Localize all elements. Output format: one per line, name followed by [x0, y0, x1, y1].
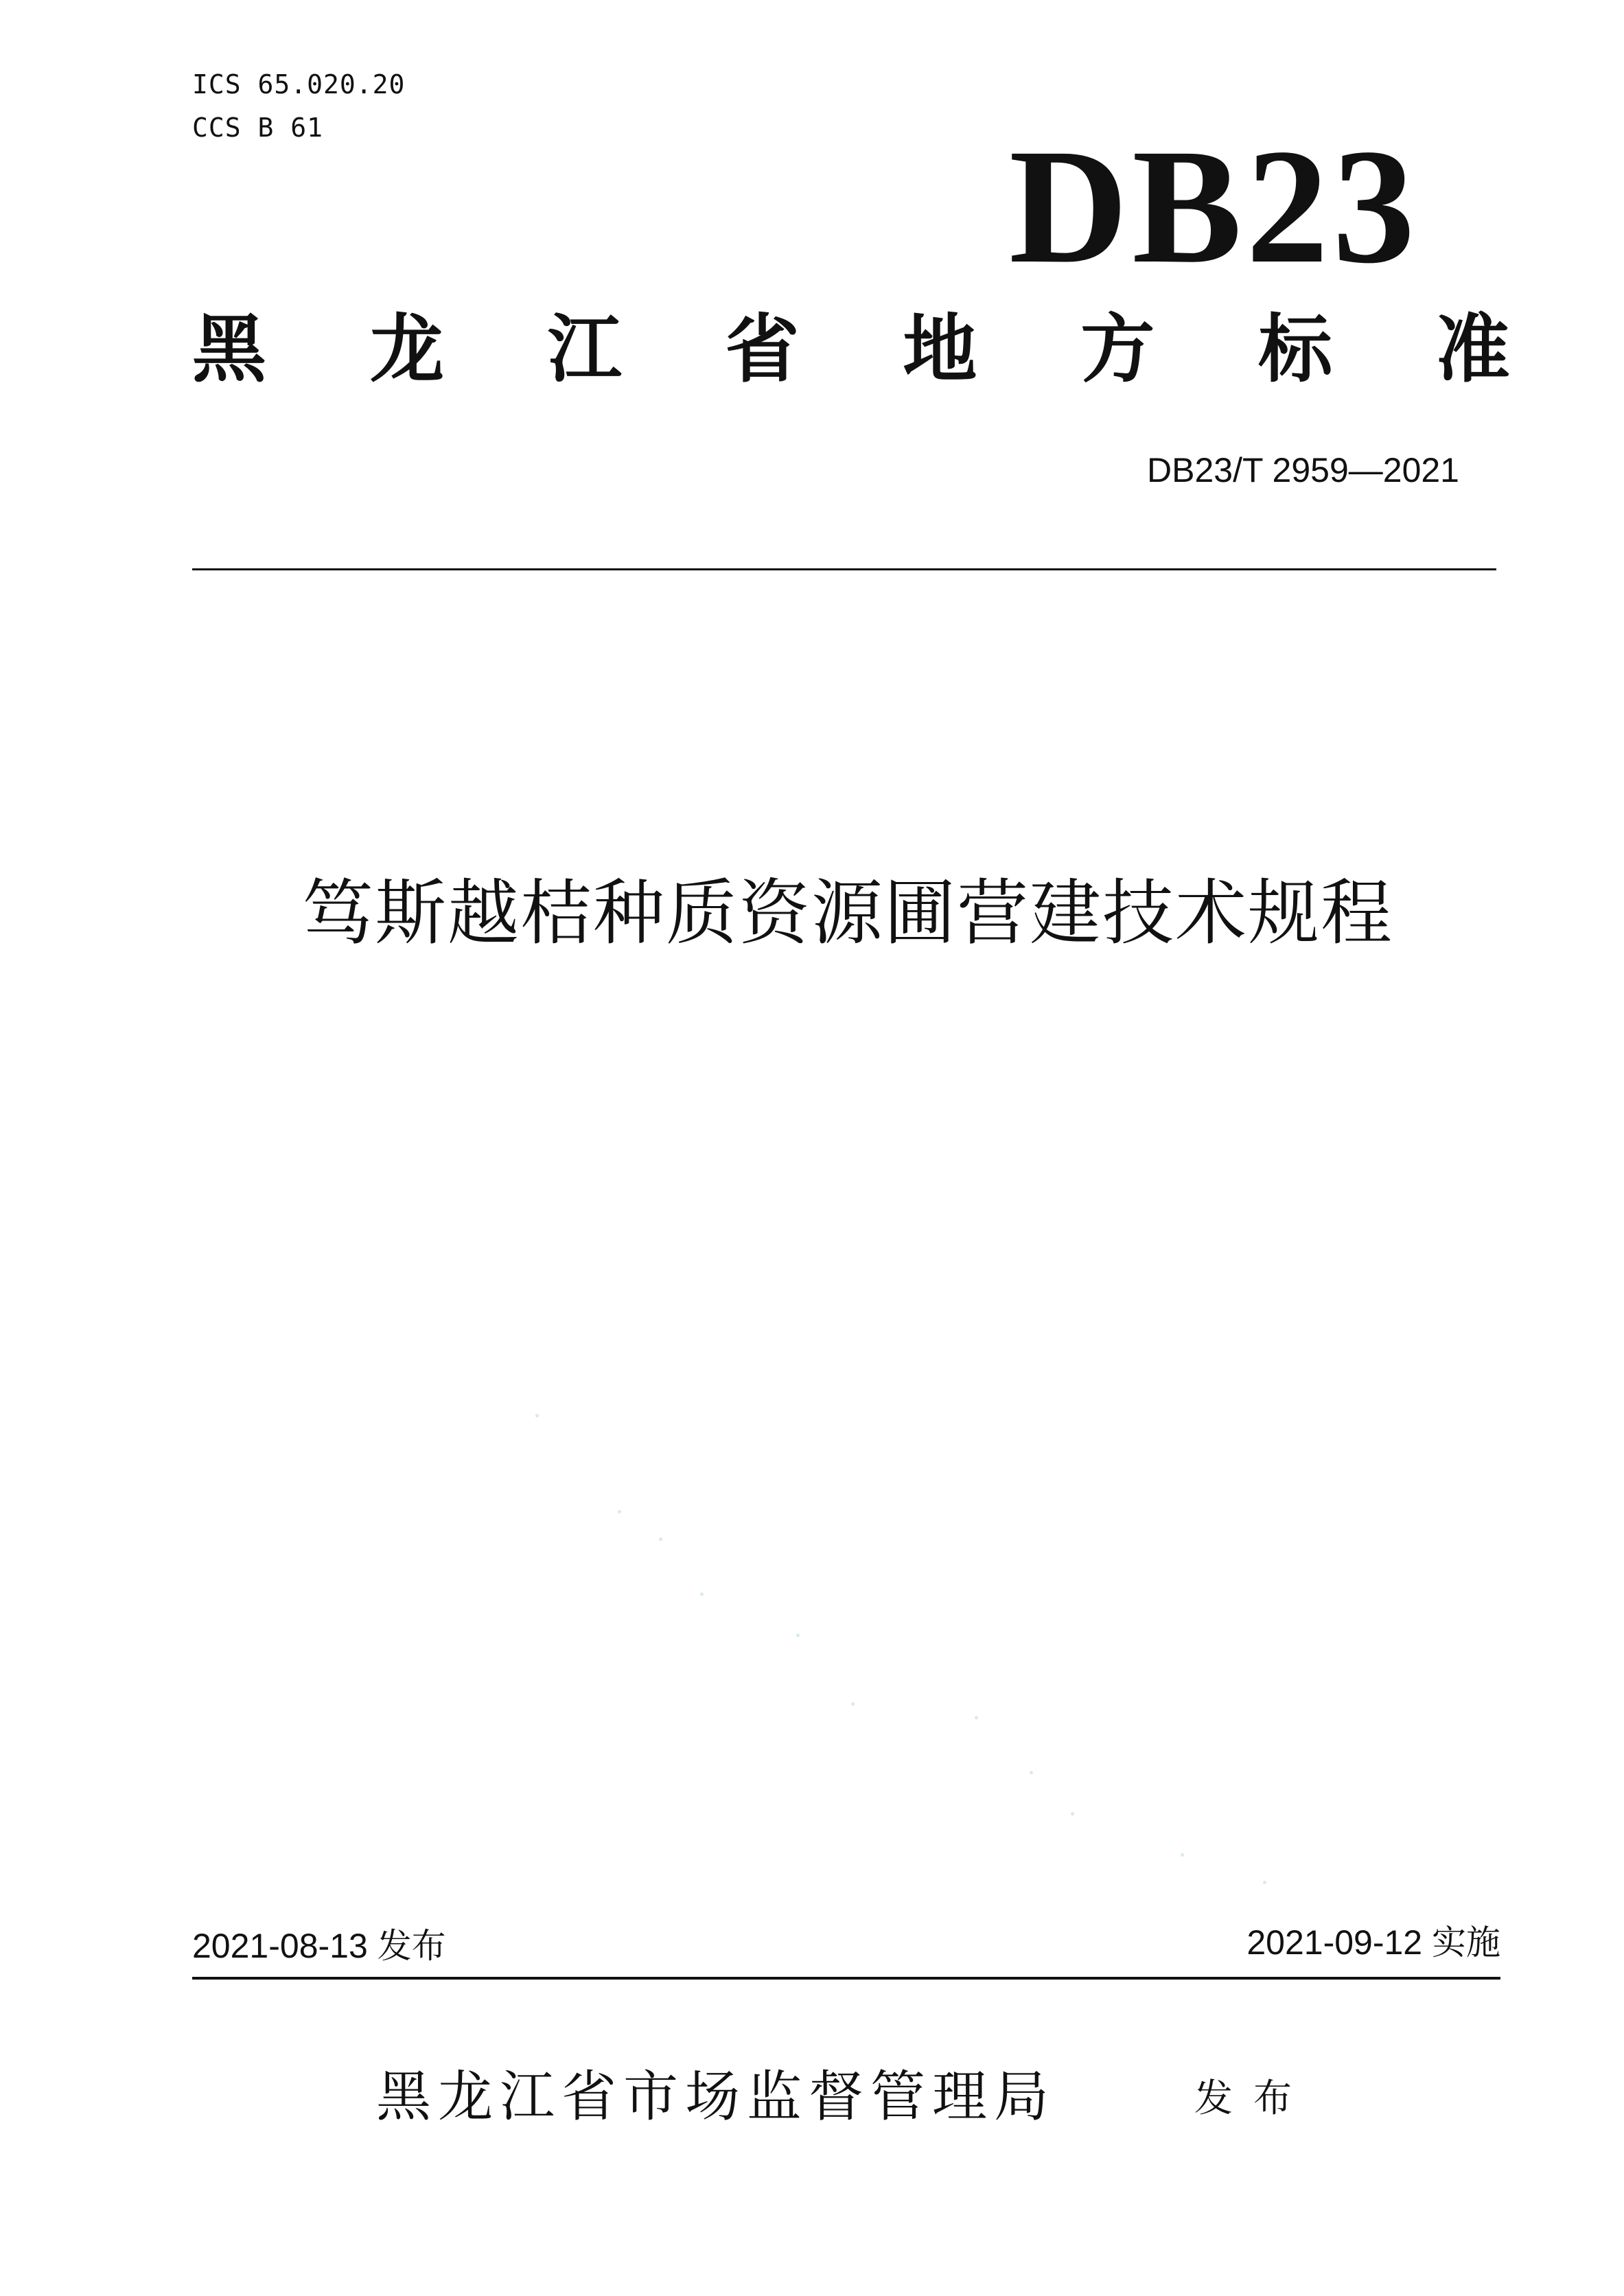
ics-code: ICS 65.020.20	[192, 69, 406, 100]
standard-type-char: 龙	[369, 307, 444, 393]
standard-type-char: 方	[1080, 307, 1155, 393]
standard-type-char: 江	[547, 307, 622, 393]
header-divider	[192, 568, 1496, 570]
ccs-code: CCS B 61	[192, 113, 324, 143]
footer-divider	[192, 1977, 1500, 1980]
standard-type-char: 地	[903, 307, 977, 393]
document-title: 笃斯越桔种质资源圃营建技术规程	[302, 871, 1394, 955]
standard-type-heading	[192, 305, 1510, 395]
standard-type-char: 省	[725, 307, 800, 393]
publish-label: 发布	[1194, 2076, 1312, 2121]
standard-type-char: 标	[1258, 307, 1333, 393]
db-code-logo: DB23	[1009, 115, 1419, 297]
faint-watermark	[412, 1387, 1304, 1908]
standard-type-char: 准	[1435, 307, 1510, 393]
standard-type-char: 黑	[192, 307, 267, 393]
implementation-date: 2021-09-12 实施	[1246, 1923, 1500, 1962]
standard-number: DB23/T 2959—2021	[1147, 451, 1459, 489]
publisher-name: 黑龙江省市场监督管理局	[376, 2065, 1056, 2129]
issue-date: 2021-08-13 发布	[192, 1927, 446, 1965]
